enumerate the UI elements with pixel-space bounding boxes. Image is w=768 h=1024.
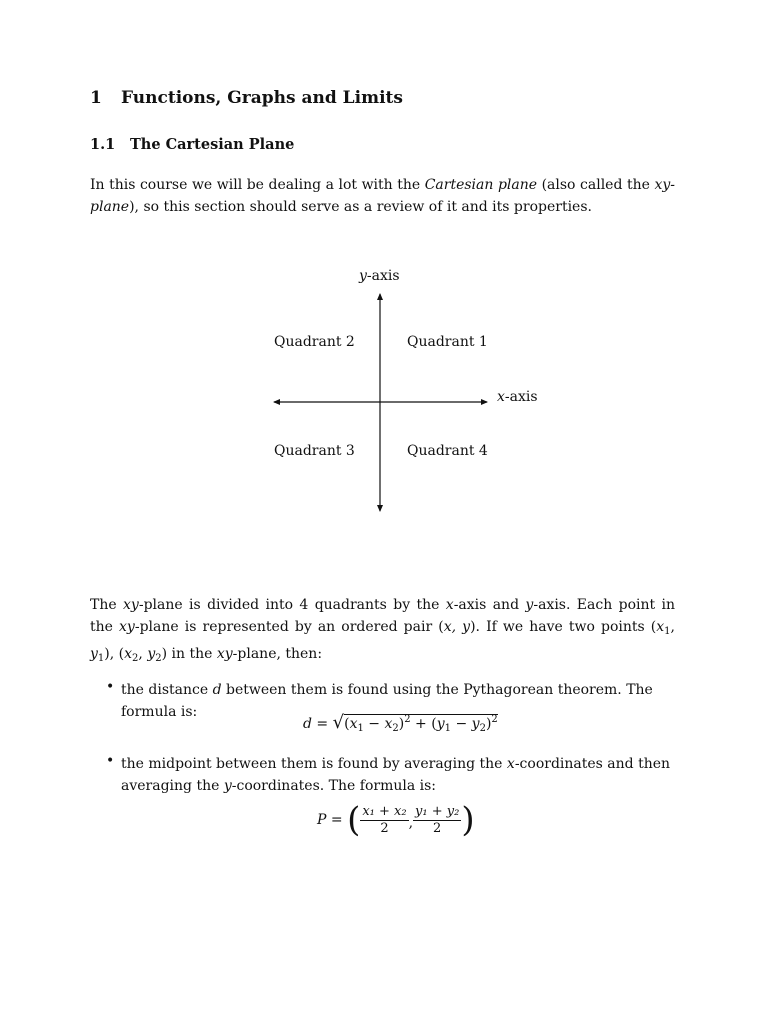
section-title: Functions, Graphs and Limits [121, 88, 403, 108]
x-axis-label: x-axis [497, 389, 538, 405]
subsection-number: 1.1 [90, 136, 116, 153]
quadrant-3-label: Quadrant 3 [274, 443, 355, 459]
left-paren: ( [347, 800, 361, 840]
intro-term-xyplane: xy-plane [90, 177, 675, 215]
sqrt-radicand: $(x_1 - x_2)^2 + (y_1 - y_2)^2$ [344, 714, 498, 734]
midpoint-x-fraction: $\frac{\text{x₁ + x₂}}{2}$ [362, 803, 407, 836]
bullet-marker-1: • [106, 679, 115, 695]
bullet-text-distance: the distance d between them is found using the Pythagorean theorem. The formula is: [121, 682, 653, 720]
distance-formula: $d = √(x_1 - x_2)^2 + (y_1 - y_2)^2$ [303, 712, 498, 734]
right-paren: ) [461, 800, 475, 840]
intro-text-1: In this course we will be dealing a lot with the [90, 177, 425, 193]
midpoint-y-fraction: $\frac{\text{y₁ + y₂}}{2}$ [415, 803, 460, 836]
bullet-marker-2: • [106, 753, 115, 769]
intro-text-2: (also called the [537, 177, 655, 193]
sqrt-symbol: √ [332, 712, 345, 733]
description-paragraph: The xy-plane is divided into 4 quadrants by the x-axis and y-axis. Each point in the xy-plane is represented by an ordered pair (x, y). If we have two points ($x_1$, $y_1$), ($x_2$, $y_2$) in the xy-plane, then: [90, 597, 675, 664]
quadrant-4-label: Quadrant 4 [407, 443, 488, 459]
midpoint-formula: P = ( $\frac{\text{x₁ + x₂}}{2}$ , $\frac{\text{y₁ + y₂}}{2}$ ) [317, 800, 475, 840]
y-axis-label: y-axis [359, 268, 400, 284]
quadrant-1-label: Quadrant 1 [407, 334, 488, 350]
subsection-title: The Cartesian Plane [130, 136, 295, 153]
intro-text-3: ), so this section should serve as a review of it and its properties. [129, 199, 592, 215]
section-number: 1 [90, 88, 102, 108]
quadrant-2-label: Quadrant 2 [274, 334, 355, 350]
bullet-text-midpoint: the midpoint between them is found by averaging the x-coordinates and then averaging the y-coordinates. The formula is: [121, 756, 671, 794]
intro-term-cartesian: Cartesian plane [424, 177, 538, 193]
